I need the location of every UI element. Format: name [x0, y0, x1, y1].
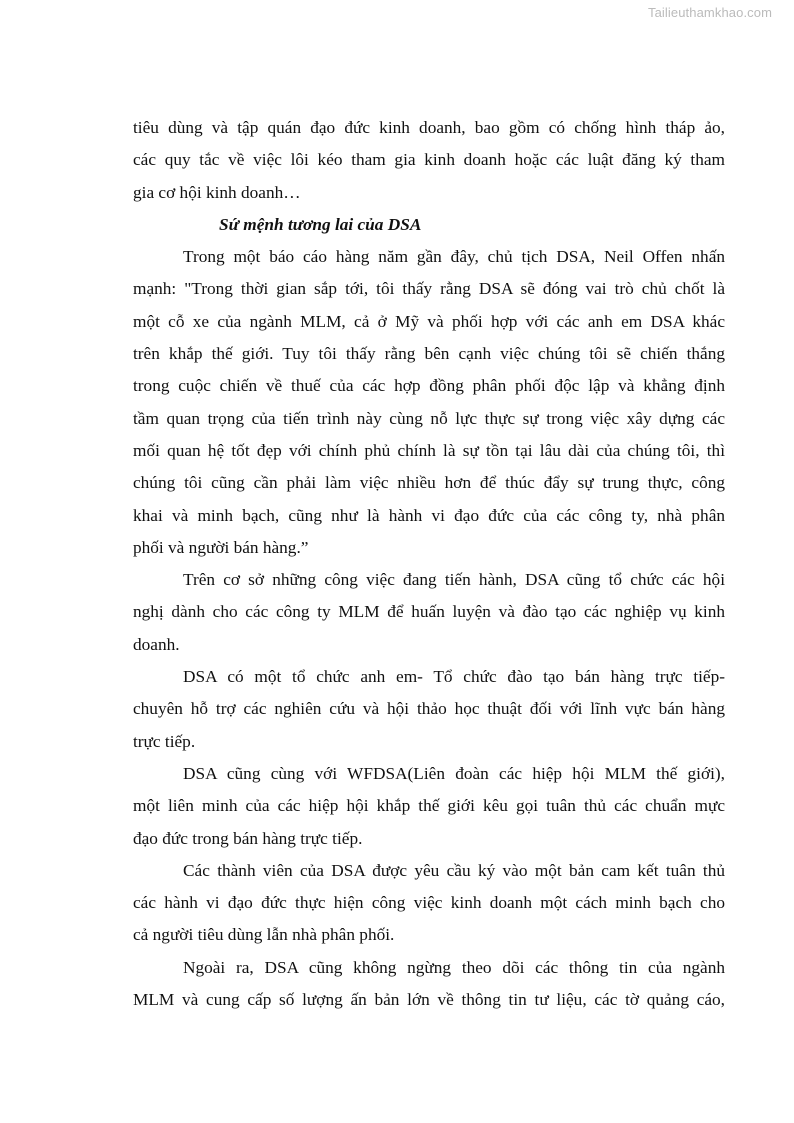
text-line: phối và người bán hàng.” [133, 537, 309, 557]
text-line: Ngoài ra, DSA cũng không ngừng theo dõi các thông tin của ngành [183, 957, 725, 977]
text-line: DSA có một tổ chức anh em- Tổ chức đào tạo bán hàng trực tiếp- [183, 667, 725, 687]
text-line: trên khắp thế giới. Tuy tôi thấy rằng bên cạnh việc chúng tôi sẽ chiến thắng [133, 344, 725, 364]
text-line: đạo đức trong bán hàng trực tiếp. [133, 828, 363, 848]
text-line: MLM và cung cấp số lượng ấn bản lớn về thông tin tư liệu, các tờ quảng cáo, [133, 990, 725, 1010]
text-line: gia cơ hội kinh doanh… [133, 182, 301, 202]
text-line: chuyên hỗ trợ các nghiên cứu và hội thảo học thuật đối với lĩnh vực bán hàng [133, 699, 725, 719]
text-line: DSA cũng cùng với WFDSA(Liên đoàn các hiệp hội MLM thế giới), [183, 763, 725, 783]
text-line: Các thành viên của DSA được yêu cầu ký vào một bản cam kết tuân thủ [183, 860, 725, 880]
section-heading: Sứ mệnh tương lai của DSA [219, 214, 422, 234]
text-line: khai và minh bạch, cũng như là hành vi đạo đức của các công ty, nhà phân [133, 505, 725, 525]
text-line: mạnh: "Trong thời gian sắp tới, tôi thấy rằng DSA sẽ đóng vai trò chủ chốt là [133, 279, 725, 299]
text-line: chúng tôi cũng cần phải làm việc nhiều hơn để thúc đẩy sự trung thực, công [133, 473, 725, 493]
text-line: Trong một báo cáo hàng năm gần đây, chủ tịch DSA, Neil Offen nhấn [183, 247, 725, 267]
text-line: một cỗ xe của ngành MLM, cả ở Mỹ và phối hợp với các anh em DSA khác [133, 311, 725, 331]
text-line: một liên minh của các hiệp hội khắp thế giới kêu gọi tuân thủ các chuẩn mực [133, 796, 725, 816]
text-line: Trên cơ sở những công việc đang tiến hành, DSA cũng tổ chức các hội [183, 570, 725, 590]
text-line: tiêu dùng và tập quán đạo đức kinh doanh, bao gồm có chống hình tháp ảo, [133, 118, 725, 137]
text-line: nghị dành cho các công ty MLM để huấn luyện và đào tạo các nghiệp vụ kinh [133, 602, 725, 622]
text-line: các hành vi đạo đức thực hiện công việc kinh doanh một cách minh bạch cho [133, 893, 725, 913]
text-line: doanh. [133, 634, 180, 654]
text-line: tầm quan trọng của tiến trình này cùng nỗ lực thực sự trong việc xây dựng các [133, 408, 725, 428]
text-line: cả người tiêu dùng lẫn nhà phân phối. [133, 925, 395, 945]
document-body [133, 112, 725, 1016]
text-line: trong cuộc chiến về thuế của các hợp đồng phân phối độc lập và khẳng định [133, 376, 725, 396]
text-line: các quy tắc về việc lôi kéo tham gia kinh doanh hoặc các luật đăng ký tham [133, 150, 725, 170]
text-line: trực tiếp. [133, 731, 196, 751]
text-line: mối quan hệ tốt đẹp với chính phủ chính là sự tồn tại lâu dài của chúng tôi, thì [133, 440, 725, 460]
watermark: Tailieuthamkhao.com [648, 5, 773, 20]
